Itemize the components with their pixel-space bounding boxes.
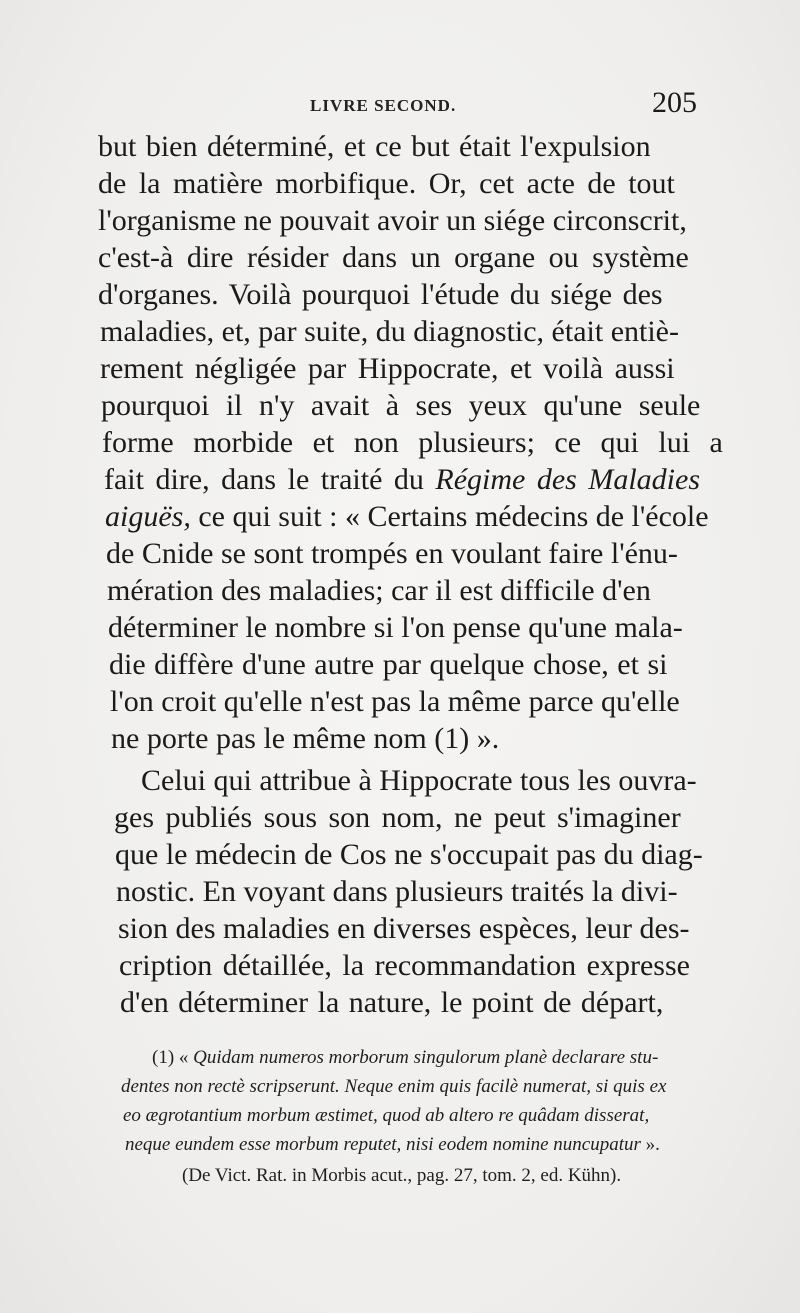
text-line: ges publiés sous son nom, ne peut s'imaginer [114,801,681,834]
footnote-line [152,1046,658,1070]
text-line: rement négligée par Hippocrate, et voilà aussi [100,352,675,385]
text-line: l'on croit qu'elle n'est pas la même parce qu'elle [110,685,680,718]
text-line: de la matière morbifique. Or, cet acte de tout [98,167,675,200]
text-line: but bien déterminé, et ce but était l'expulsion [98,130,651,163]
footnote-line: eo ægrotantium morbum æstimet, quod ab altero re quâdam disserat, [123,1105,650,1126]
footnote-text: neque eundem esse morbum reputet, nisi eodem nomine nuncupatur [125,1134,641,1155]
footnote-line [125,1133,660,1157]
text-line: d'organes. Voilà pourquoi l'étude du siége des [98,278,663,311]
text-line: c'est-à dire résider dans un organe ou système [98,241,689,274]
title-italic: Régime des Maladies [435,463,700,496]
text-line: d'en déterminer la nature, le point de départ, [120,986,664,1019]
footnote-line: dentes non rectè scripserunt. Neque enim quis facilè numerat, si quis ex [121,1076,667,1097]
text-line: que le médecin de Cos ne s'occupait pas du diag- [115,838,703,871]
text-line: forme morbide et non plusieurs; ce qui lui a [102,426,723,459]
text-line: sion des maladies en diverses espèces, leur des- [118,912,690,945]
text-line: ne porte pas le même nom (1) ». [111,722,500,755]
page-number: 205 [652,86,697,119]
running-head: LIVRE SECOND. [310,96,457,115]
text-line: die diffère d'une autre par quelque chose, et si [109,648,668,681]
text-line: de Cnide se sont trompés en voulant faire l'énu- [106,537,678,570]
text-line [104,462,700,498]
text-line: nostic. En voyant dans plusieurs traités la divi- [116,875,678,908]
text-line: cription détaillée, la recommandation expresse [119,949,690,982]
text-fragment: ce qui suit : « Certains médecins de l'école [198,500,709,533]
text-line: pourquoi il n'y avait à ses yeux qu'une seule [101,389,701,422]
text-fragment: fait dire, dans le traité du [104,463,424,496]
text-line [105,499,709,535]
text-line: Celui qui attribue à Hippocrate tous les ouvra- [141,764,697,797]
text-line: mération des maladies; car il est difficile d'en [107,574,651,607]
text-line: maladies, et, par suite, du diagnostic, était entiè- [100,315,679,348]
footnote-marker: (1) [152,1047,175,1068]
text-line: l'organisme ne pouvait avoir un siége circonscrit, [98,204,687,237]
text-line: déterminer le nombre si l'on pense qu'une mala- [108,611,683,644]
footnote-text: Quidam numeros morborum singulorum planè declarare stu- [193,1047,659,1068]
title-italic: aiguës, [105,500,191,533]
footnote-open-quote: « [178,1047,189,1068]
footnote-citation: (De Vict. Rat. in Morbis acut., pag. 27, tom. 2, ed. Kühn). [182,1165,622,1186]
footnote-close-quote: ». [645,1134,660,1155]
